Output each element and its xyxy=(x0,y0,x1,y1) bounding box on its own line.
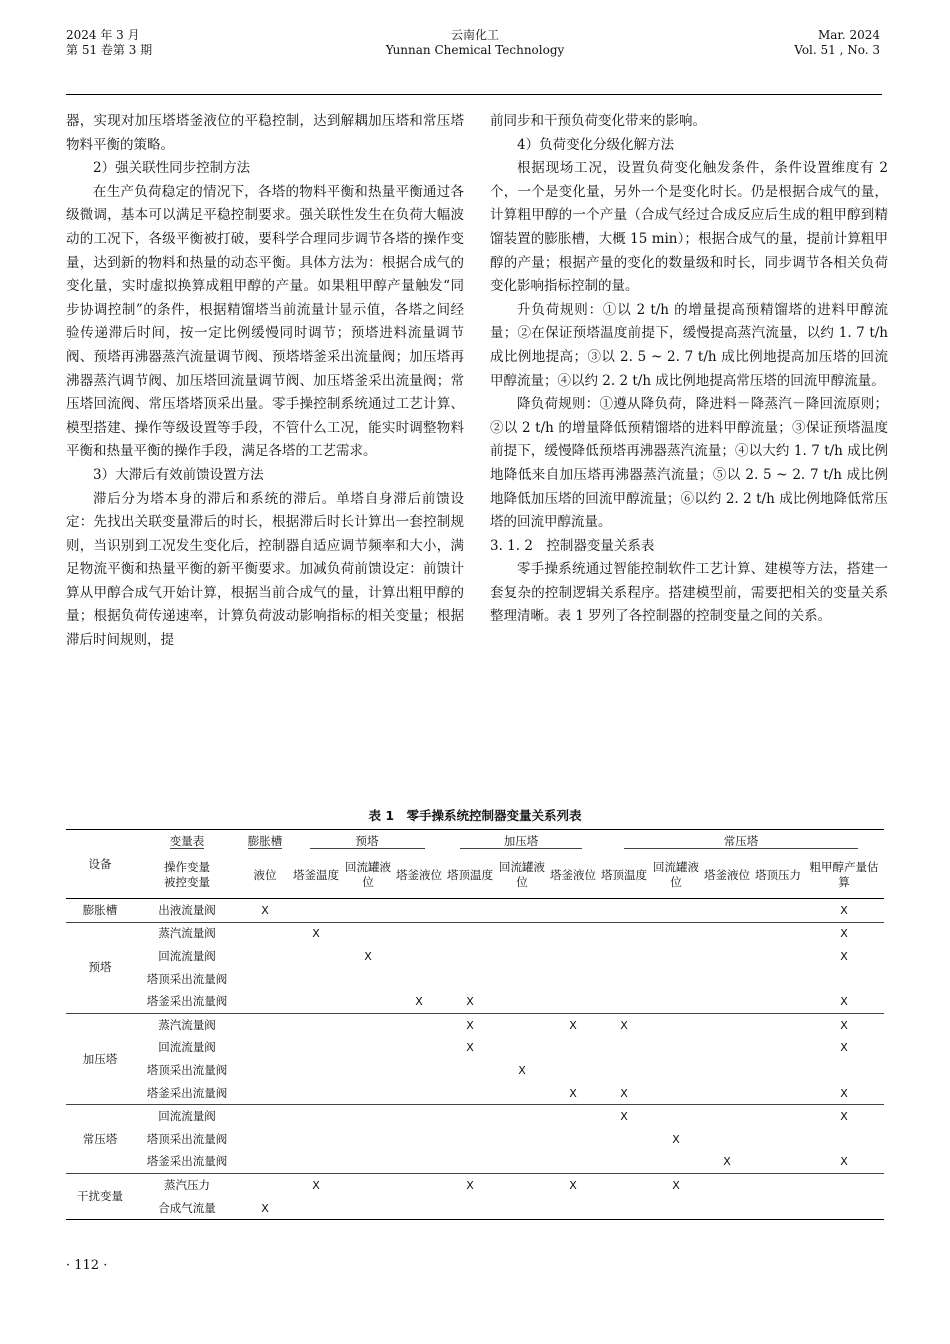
journal-name-en: Yunnan Chemical Technology xyxy=(385,43,565,57)
variable-cell: 塔顶采出流量阀 xyxy=(146,971,228,986)
relation-mark xyxy=(342,1128,394,1151)
relation-mark xyxy=(240,1174,290,1197)
column-header: 塔釜液位 xyxy=(548,852,598,899)
table-row xyxy=(66,1059,884,1082)
variable-cell: 蒸汽压力 xyxy=(134,1174,240,1197)
relation-mark xyxy=(752,922,804,945)
relation-mark xyxy=(290,1082,342,1105)
relation-mark xyxy=(290,1197,342,1220)
table-row xyxy=(66,945,884,968)
relation-mark xyxy=(290,899,342,923)
relation-mark xyxy=(290,1013,342,1036)
table-row xyxy=(66,1013,884,1036)
relation-mark: X xyxy=(804,922,884,945)
relation-mark xyxy=(752,945,804,968)
relation-mark xyxy=(804,1059,884,1082)
relation-mark xyxy=(290,1037,342,1060)
issue-date: 2024 年 3 月 xyxy=(66,28,140,42)
group-pressure-tower: 加压塔 xyxy=(444,830,598,853)
column-header: 塔釜温度 xyxy=(290,852,342,899)
variable-cell: 蒸汽流量阀 xyxy=(134,1013,240,1036)
relation-mark: X xyxy=(444,1174,496,1197)
relation-mark xyxy=(394,968,444,991)
relation-mark xyxy=(752,968,804,991)
header-manip-ctrl: 操作变量 被控变量 xyxy=(134,852,240,899)
relation-mark: X xyxy=(723,1155,731,1169)
relation-mark xyxy=(496,1174,548,1197)
relation-mark xyxy=(548,922,598,945)
relation-mark xyxy=(650,1105,702,1128)
table-row xyxy=(66,1037,884,1060)
table-row xyxy=(66,990,884,1013)
volume-issue: 第 51 卷第 3 期 xyxy=(66,43,153,57)
relation-mark xyxy=(752,1174,804,1197)
variable-cell: 回流流量阀 xyxy=(158,948,216,963)
table-row xyxy=(66,922,884,945)
relation-mark xyxy=(444,945,496,968)
relation-mark xyxy=(804,1128,884,1151)
variable-cell: 出液流量阀 xyxy=(158,902,216,917)
relation-mark xyxy=(752,899,804,923)
relation-mark xyxy=(650,922,702,945)
subsection-heading: 2）强关联性同步控制方法 xyxy=(93,160,251,177)
right-column xyxy=(490,110,888,629)
header-equipment: 设备 xyxy=(66,830,134,899)
relation-mark xyxy=(548,1128,598,1151)
relation-mark xyxy=(702,1059,752,1082)
relation-mark xyxy=(342,922,394,945)
section-heading: 3. 1. 2 控制器变量关系表 xyxy=(490,537,655,554)
column-header: 粗甲醇产量估算 xyxy=(804,852,884,899)
relation-mark xyxy=(394,1128,444,1151)
variable-cell: 回流流量阀 xyxy=(158,1040,216,1055)
relation-mark xyxy=(496,968,548,991)
column-header: 回流罐液位 xyxy=(496,852,548,899)
variable-cell: 塔釜采出流量阀 xyxy=(146,994,228,1009)
table-row xyxy=(66,1128,884,1151)
relation-mark xyxy=(598,1197,650,1220)
relation-mark: X xyxy=(290,922,342,945)
paragraph: 降负荷规则：①遵从降负荷，降进料－降蒸汽－降回流原则；②以 2 t/h 的增量降低预精馏塔的进料甲醇流量；③保证预塔温度前提下，缓慢降低预塔再沸器蒸汽流量；④以大约 1. 7 t/h 成比例地降低来自加压塔再沸器蒸汽流量；⑤以 2. 5 ~ 2. 7 t/h 成比例地降低加压塔的回流甲醇流量；⑥以约 2. 2 t/h 成比例地降低常压塔的回流甲醇流量。 xyxy=(490,396,888,531)
relation-mark xyxy=(496,1037,548,1060)
relation-mark xyxy=(702,990,752,1013)
relation-mark xyxy=(342,968,394,991)
relation-mark xyxy=(598,1174,650,1197)
relation-mark xyxy=(290,968,342,991)
relation-mark xyxy=(496,1151,548,1174)
relation-mark xyxy=(394,945,444,968)
relation-mark xyxy=(240,1105,290,1128)
relation-mark xyxy=(240,1037,290,1060)
relation-mark xyxy=(444,968,496,991)
relation-mark xyxy=(752,1082,804,1105)
relation-mark xyxy=(444,1105,496,1128)
relation-mark xyxy=(342,1174,394,1197)
relation-mark xyxy=(240,1082,290,1105)
variable-cell: 蒸汽流量阀 xyxy=(134,922,240,945)
relation-mark xyxy=(496,1082,548,1105)
relation-mark xyxy=(394,1105,444,1128)
column-header: 液位 xyxy=(240,852,290,899)
relation-mark: X xyxy=(840,995,848,1009)
relation-mark xyxy=(702,968,752,991)
relation-mark xyxy=(752,1037,804,1060)
column-header: 回流罐液位 xyxy=(342,852,394,899)
relation-mark: X xyxy=(261,903,269,917)
relation-mark: X xyxy=(804,1105,884,1128)
relation-mark xyxy=(548,1037,598,1060)
variable-cell: 合成气流量 xyxy=(134,1197,240,1220)
relation-mark: X xyxy=(548,1174,598,1197)
relation-mark xyxy=(752,1128,804,1151)
relation-mark xyxy=(598,1037,650,1060)
relation-mark: X xyxy=(840,1155,848,1169)
relation-mark xyxy=(394,1013,444,1036)
variable-cell: 塔釜采出流量阀 xyxy=(146,1154,228,1169)
header-divider xyxy=(66,94,882,95)
relation-mark xyxy=(702,1082,752,1105)
relation-mark xyxy=(598,922,650,945)
relation-mark xyxy=(342,1082,394,1105)
volume-issue-en: Vol. 51 , No. 3 xyxy=(794,43,880,57)
paragraph: 在生产负荷稳定的情况下，各塔的物料平衡和热量平衡通过各级微调，基本可以满足平稳控制要求。强关联性发生在负荷大幅波动的工况下，各级平衡被打破，要科学合理同步调节各塔的操作变量，达到新的物料和热量的动态平衡。具体方法为：根据合成气的变化量，实时虚拟换算成粗甲醇的产量。如果粗甲醇产量触发“同步协调控制”的条件，根据精馏塔当前流量计显示值，各塔之间经验传递滞后时间，按一定比例缓慢同时调节；预塔进料流量调节阀、预塔再沸器蒸汽流量调节阀、预塔塔釜采出流量阀；加压塔再沸器蒸汽调节阀、加压塔回流量调节阀、加压塔釜采出流量阀；常压塔回流阀、常压塔塔顶采出量。零手操控制系统通过工艺计算、模型搭建、操作等级设置等手段，不管什么工况，能实时调整物料平衡和热量平衡的操作手段，满足各塔的工艺需求。 xyxy=(66,183,464,460)
relation-mark: X xyxy=(840,1086,848,1100)
paragraph: 滞后分为塔本身的滞后和系统的滞后。单塔自身滞后前馈设定：先找出关联变量滞后的时长，根据滞后时长计算出一套控制规则，当识别到工况发生变化后，控制器自适应调节频率和大小，满足物流平衡和热量平衡的新平衡要求。加减负荷前馈设定：前馈计算从甲醇合成气开始计算，根据当前合成气的量，计算出粗甲醇的量；根据负荷传递速率，计算负荷波动影响指标的相关变量；根据滞后时间规则，提 xyxy=(66,490,464,649)
relation-mark xyxy=(752,1059,804,1082)
paragraph: 升负荷规则：①以 2 t/h 的增量提高预精馏塔的进料甲醇流量；②在保证预塔温度前提下，缓慢提高蒸汽流量，以约 1. 7 t/h 成比例地提高；③以 2. 5 ~ 2. 7 t/h 成比例地提高加压塔的回流甲醇流量；④以约 2. 2 t/h 成比例地提高常压塔的回流甲醇流量。 xyxy=(490,301,888,389)
relation-mark xyxy=(342,1197,394,1220)
relation-mark: X xyxy=(466,995,474,1009)
relation-mark xyxy=(598,1151,650,1174)
relation-mark: X xyxy=(444,1013,496,1036)
relation-mark: X xyxy=(840,1041,848,1055)
relation-mark xyxy=(548,1059,598,1082)
relation-mark xyxy=(650,1013,702,1036)
relation-mark xyxy=(444,922,496,945)
relation-mark xyxy=(650,1197,702,1220)
relation-mark xyxy=(342,1105,394,1128)
relation-mark xyxy=(342,1013,394,1036)
table-row xyxy=(66,1151,884,1174)
relation-mark: X xyxy=(840,949,848,963)
relation-mark xyxy=(752,1197,804,1220)
relation-mark xyxy=(598,990,650,1013)
header-variable-table: 变量表 xyxy=(134,830,240,853)
relation-mark xyxy=(752,1105,804,1128)
relation-mark xyxy=(394,1151,444,1174)
relation-mark xyxy=(394,922,444,945)
column-header: 塔顶压力 xyxy=(752,852,804,899)
relation-mark xyxy=(290,1151,342,1174)
relation-mark xyxy=(752,1151,804,1174)
relation-mark xyxy=(444,1059,496,1082)
relation-mark: X xyxy=(569,1086,577,1100)
relation-mark xyxy=(496,1128,548,1151)
relation-mark xyxy=(598,968,650,991)
column-header: 塔釜液位 xyxy=(394,852,444,899)
relation-mark: X xyxy=(548,1013,598,1036)
relation-mark: X xyxy=(620,1086,628,1100)
relation-mark xyxy=(496,990,548,1013)
relation-mark xyxy=(240,990,290,1013)
paragraph: 前同步和干预负荷变化带来的影响。 xyxy=(490,113,706,129)
table-row xyxy=(66,899,884,923)
relation-mark xyxy=(752,1013,804,1036)
relation-mark xyxy=(496,1013,548,1036)
relation-mark xyxy=(702,1128,752,1151)
equipment-cell: 膨胀槽 xyxy=(82,902,118,917)
relation-mark: X xyxy=(804,1013,884,1036)
relation-mark xyxy=(290,1059,342,1082)
relation-mark xyxy=(240,1013,290,1036)
relation-mark xyxy=(394,899,444,923)
group-pre-tower: 预塔 xyxy=(290,830,444,853)
relation-mark xyxy=(240,1059,290,1082)
running-header-right xyxy=(794,28,880,58)
relation-mark xyxy=(394,1082,444,1105)
relation-mark xyxy=(394,1197,444,1220)
table-row xyxy=(66,968,884,991)
relation-mark xyxy=(752,990,804,1013)
relation-mark xyxy=(240,922,290,945)
relation-mark xyxy=(650,968,702,991)
relation-mark xyxy=(650,1082,702,1105)
subsection-heading: 3）大滞后有效前馈设置方法 xyxy=(93,466,264,483)
relation-mark xyxy=(548,899,598,923)
relation-mark: X xyxy=(415,995,423,1009)
column-header: 塔顶温度 xyxy=(598,852,650,899)
paragraph: 零手操系统通过智能控制软件工艺计算、建模等方法，搭建一套复杂的控制逻辑关系程序。搭建模型前，需要把相关的变量关系整理清晰。表 1 罗列了各控制器的控制变量之间的关系。 xyxy=(490,561,888,625)
variable-cell: 塔顶采出流量阀 xyxy=(146,1062,228,1077)
relation-mark xyxy=(702,1174,752,1197)
relation-mark xyxy=(702,945,752,968)
relation-mark xyxy=(444,1128,496,1151)
relation-mark xyxy=(804,1174,884,1197)
relation-mark xyxy=(650,899,702,923)
relation-mark: X xyxy=(650,1174,702,1197)
relation-mark xyxy=(496,899,548,923)
relation-mark xyxy=(804,968,884,991)
relation-mark: X xyxy=(672,1132,680,1146)
relation-mark xyxy=(342,1151,394,1174)
relation-mark xyxy=(598,1128,650,1151)
relation-mark xyxy=(650,1151,702,1174)
column-header: 回流罐液位 xyxy=(650,852,702,899)
relation-mark xyxy=(342,990,394,1013)
relation-mark xyxy=(240,945,290,968)
relation-mark: X xyxy=(840,903,848,917)
group-expansion-tank: 膨胀槽 xyxy=(240,830,290,853)
relation-mark xyxy=(702,1105,752,1128)
relation-mark xyxy=(342,899,394,923)
relation-mark xyxy=(650,1037,702,1060)
table-row xyxy=(66,1174,884,1197)
relation-mark: X xyxy=(290,1174,342,1197)
relation-mark xyxy=(598,1059,650,1082)
column-header: 塔釜液位 xyxy=(702,852,752,899)
relation-mark xyxy=(496,1197,548,1220)
left-column xyxy=(66,110,464,653)
relation-mark xyxy=(240,968,290,991)
relation-mark xyxy=(548,1105,598,1128)
relation-mark xyxy=(650,945,702,968)
relation-mark xyxy=(394,1037,444,1060)
relation-mark xyxy=(240,1128,290,1151)
table-row xyxy=(66,1082,884,1105)
relation-mark xyxy=(702,1013,752,1036)
relation-mark: X xyxy=(598,1013,650,1036)
relation-mark: X xyxy=(518,1063,526,1077)
relation-mark xyxy=(496,922,548,945)
variable-relation-table xyxy=(66,829,884,1220)
relation-mark xyxy=(702,899,752,923)
relation-mark xyxy=(548,968,598,991)
relation-mark xyxy=(394,1059,444,1082)
relation-mark: X xyxy=(240,1197,290,1220)
relation-mark xyxy=(290,1105,342,1128)
journal-name-cn: 云南化工 xyxy=(450,28,499,42)
relation-mark xyxy=(394,1174,444,1197)
relation-mark xyxy=(702,1037,752,1060)
table-row xyxy=(66,1105,884,1128)
relation-mark xyxy=(548,1151,598,1174)
group-atmospheric-tower: 常压塔 xyxy=(598,830,884,853)
relation-mark xyxy=(444,1082,496,1105)
relation-mark xyxy=(548,1197,598,1220)
table-caption: 表 1 零手操系统控制器变量关系列表 xyxy=(368,808,582,823)
relation-mark xyxy=(702,1197,752,1220)
issue-date-en: Mar. 2024 xyxy=(817,28,880,42)
relation-mark xyxy=(342,1059,394,1082)
variable-cell: 塔釜采出流量阀 xyxy=(146,1085,228,1100)
column-header: 塔顶温度 xyxy=(444,852,496,899)
relation-mark xyxy=(444,1197,496,1220)
equipment-cell: 干扰变量 xyxy=(66,1174,134,1220)
relation-mark xyxy=(650,1059,702,1082)
relation-mark xyxy=(804,1197,884,1220)
relation-mark xyxy=(444,1151,496,1174)
page-number: · 112 · xyxy=(66,1258,108,1273)
relation-mark xyxy=(598,899,650,923)
relation-mark: X xyxy=(364,949,372,963)
paragraph: 根据现场工况，设置负荷变化触发条件，条件设置维度有 2 个，一个是变化量，另外一个是变化时长。仍是根据合成气的量，计算粗甲醇的一个产量（合成气经过合成反应后生成的粗甲醇到精馏装置的膨胀槽，大概 15 min）；根据合成气的量，提前计算粗甲醇的产量；根据产量的变化的数量级和时长，同步调节各相关负荷变化影响指标控制的量。 xyxy=(490,160,888,295)
relation-mark xyxy=(444,899,496,923)
equipment-cell: 常压塔 xyxy=(66,1105,134,1174)
variable-cell: 回流流量阀 xyxy=(134,1105,240,1128)
relation-mark xyxy=(240,1151,290,1174)
equipment-cell: 预塔 xyxy=(66,922,134,1013)
subsection-heading: 4）负荷变化分级化解方法 xyxy=(517,136,675,153)
relation-mark xyxy=(290,1128,342,1151)
paragraph: 器，实现对加压塔塔釜液位的平稳控制，达到解耦加压塔和常压塔物料平衡的策略。 xyxy=(66,113,464,153)
variable-cell: 塔顶采出流量阀 xyxy=(146,1131,228,1146)
relation-mark xyxy=(290,990,342,1013)
relation-mark: X xyxy=(466,1041,474,1055)
relation-mark xyxy=(496,945,548,968)
relation-mark xyxy=(342,1037,394,1060)
relation-mark xyxy=(598,945,650,968)
relation-mark xyxy=(496,1105,548,1128)
relation-mark: X xyxy=(598,1105,650,1128)
relation-mark xyxy=(548,945,598,968)
relation-mark xyxy=(290,945,342,968)
column-header-row xyxy=(66,852,884,899)
equipment-cell: 加压塔 xyxy=(66,1013,134,1104)
relation-mark xyxy=(650,990,702,1013)
relation-mark xyxy=(548,990,598,1013)
relation-mark xyxy=(702,922,752,945)
table-row xyxy=(66,1197,884,1220)
